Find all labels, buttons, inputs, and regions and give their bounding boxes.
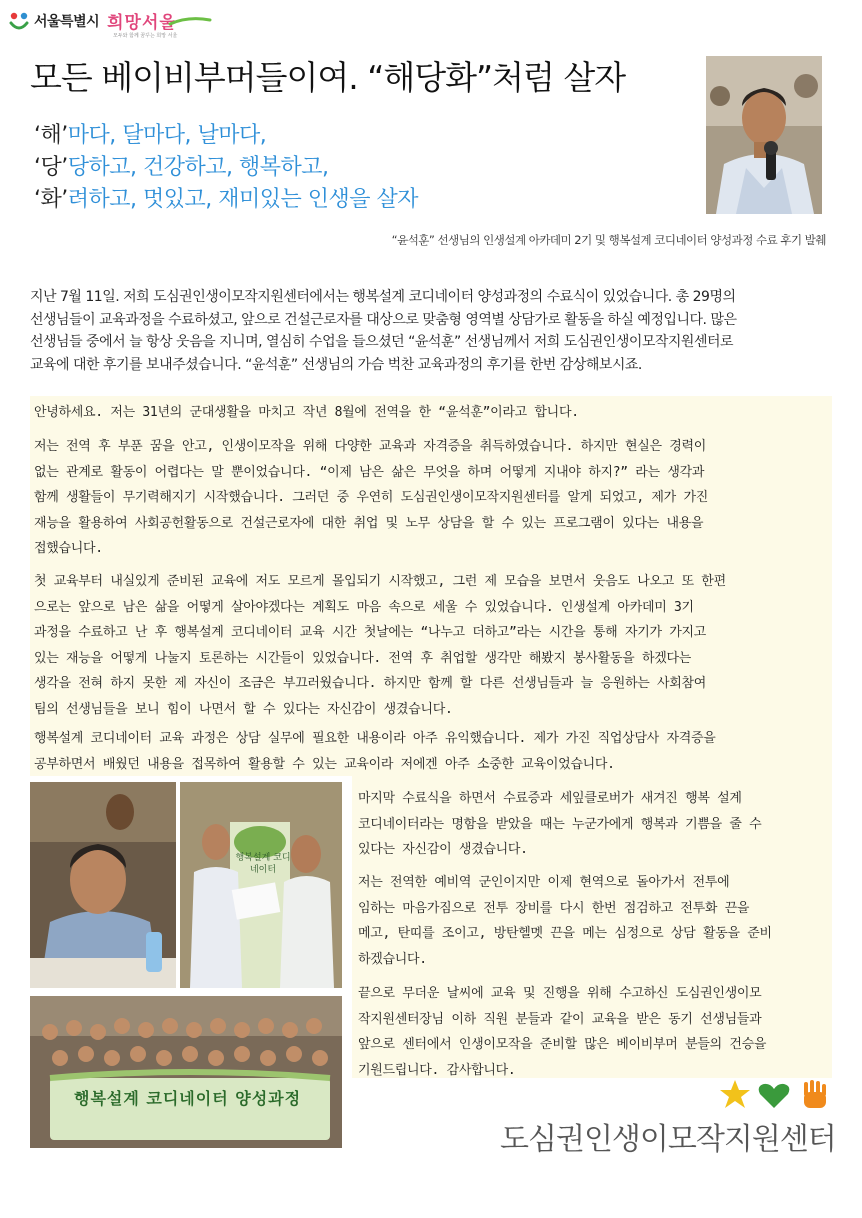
intro-paragraph (30, 286, 830, 376)
subtitle-line-2 (34, 150, 329, 181)
letter-line: 앞으로 센터에서 인생이모작을 준비할 많은 베이비부머 분들의 건승을 (358, 1037, 767, 1052)
seoul-symbol-icon (8, 10, 30, 32)
intro-line: 선생님들이 교육과정을 수료하셨고, 앞으로 건설근로자를 대상으로 맞춤형 영역별 상담가로 활동을 하실 예정입니다. 많은 (30, 311, 737, 328)
letter-line: 함께 생활들이 무기력해지기 시작했습니다. 그러던 중 우연히 도심권인생이모작지원센터를 알게 되었고, 제가 가진 (34, 490, 708, 505)
slogan-subtext: 모두와 함께 꿈꾸는 희망 서울 (113, 33, 178, 39)
swoosh-icon (168, 14, 212, 28)
star-icon (720, 1080, 750, 1108)
letter-line: 코디네이터라는 명함을 받았을 때는 누군가에게 행복과 기쁨을 줄 수 (358, 816, 762, 832)
center-name-logo: 도심권인생이모작지원센터 (500, 1122, 836, 1157)
subtitle-text: 마다, 달마다, 날마다, (67, 123, 267, 148)
subtitle-key: ‘해’ (34, 123, 68, 148)
letter-line: 생각을 전혀 하지 못한 제 자신이 조금은 부끄러웠습니다. 하지만 함께 할 다른 선생님들과 늘 응원하는 사회참여 (34, 676, 707, 691)
letter-paragraph-3 (34, 569, 828, 722)
letter-paragraph-6 (358, 870, 828, 972)
letter-line: 임하는 마음가짐으로 전투 장비를 다시 한번 점검하고 전투화 끈을 (358, 900, 750, 916)
intro-line: 지난 7월 11일. 저희 도심권인생이모작지원센터에서는 행복설계 코디네이터 양성과정의 수료식이 있었습니다. 총 29명의 (30, 289, 736, 305)
intro-line: 교육에 대한 후기를 보내주셨습니다. “윤석훈” 선생님의 가슴 벅찬 교육과정의 후기를 한번 감상해보시죠. (30, 356, 642, 373)
letter-line: 없는 관계로 활동이 어렵다는 말 뿐이었습니다. “이제 남은 삶은 무엇을 하며 어떻게 지내야 하지?” 라는 생각과 (34, 464, 705, 480)
letter-paragraph-2 (34, 434, 828, 562)
subtitle-key: ‘화’ (34, 187, 68, 212)
letter-line: 공부하면서 배웠던 내용을 접목하여 활용할 수 있는 교육이라 저에겐 아주 소중한 교육이었습니다. (34, 756, 615, 772)
letter-line: 으로는 앞으로 남은 삶을 어떻게 살아야겠다는 계획도 마음 속으로 세울 수 있었습니다. 인생설계 아카데미 3기 (34, 599, 694, 615)
letter-line: 안녕하세요. 저는 31년의 군대생활을 마치고 작년 8월에 전역을 한 “윤석훈”이라고 합니다. (34, 405, 579, 420)
letter-line: 끝으로 무더운 날씨에 교육 및 진행을 위해 수고하신 도심권인생이모 (358, 986, 762, 1001)
subtitle-key: ‘당’ (34, 155, 68, 180)
letter-line: 기원드립니다. 감사합니다. (358, 1062, 516, 1078)
ceremony-photo (180, 782, 342, 988)
heart-icon (759, 1084, 790, 1108)
group-banner-title: 행복설계 코디네이터 양성과정 (74, 1089, 302, 1108)
page-title: 모든 베이비부머들이여. “해당화”처럼 살자 (30, 58, 626, 97)
letter-paragraph-1 (34, 400, 824, 426)
letter-line: 작지원센터장님 이하 직원 분들과 같이 교육을 받은 동기 선생님들과 (358, 1011, 762, 1027)
seoul-city-name: 서울특별시 (34, 13, 100, 30)
subtitle-line-3 (34, 182, 418, 213)
subtitle-line-1 (34, 118, 266, 149)
letter-line: 과정을 수료하고 난 후 행복설계 코디네이터 교육 시간 첫날에는 “나누고 더하고”라는 시간을 통해 자기가 가지고 (34, 625, 707, 640)
letter-line: 첫 교육부터 내실있게 준비된 교육에 저도 모르게 몰입되기 시작했고, 그런 제 모습을 보면서 웃음도 나오고 또 한편 (34, 574, 726, 589)
subtitle-text: 당하고, 건강하고, 행복하고, (67, 155, 329, 180)
letter-line: 저는 전역 후 부푼 꿈을 안고, 인생이모작을 위해 다양한 교육과 자격증을 취득하였습니다. 하지만 현실은 경력이 (34, 439, 707, 454)
stand-banner-text: 행복설계 코디네이터 (235, 853, 291, 875)
letter-line: 있다는 자신감이 생겼습니다. (358, 842, 528, 857)
intro-line: 선생님들 중에서 늘 항상 웃음을 지니며, 열심히 수업을 들으셨던 “윤석훈” 선생님께서 저희 도심권인생이모작지원센터로 (30, 334, 734, 350)
letter-paragraph-4 (34, 726, 828, 777)
letter-line: 하겠습니다. (358, 951, 427, 967)
letter-line: 접했습니다. (34, 541, 103, 556)
subtitle-text: 려하고, 멋있고, 재미있는 인생을 살자 (67, 187, 418, 212)
group-photo (30, 996, 342, 1148)
letter-line: 저는 전역한 예비역 군인이지만 이제 현역으로 돌아가서 전투에 (358, 875, 730, 890)
hand-icon (804, 1080, 826, 1108)
hope-seoul-slogan: 희망서울 (107, 13, 177, 33)
letter-line: 있는 재능을 어떻게 나눌지 토론하는 시간들이 있었습니다. 전역 후 취업할 생각만 해봤지 봉사활동을 하겠다는 (34, 650, 691, 666)
caption: “윤석훈” 선생님의 인생설계 아카데미 2기 및 행복설계 코디네이터 양성과정 수료 후기 발췌 (391, 233, 826, 247)
letter-line: 메고, 탄띠를 조이고, 방탄헬멧 끈을 메는 심정으로 상담 활동을 준비 (358, 926, 772, 941)
letter-paragraph-5 (358, 786, 828, 863)
speaker-portrait-photo (706, 56, 822, 214)
center-logo-icons (718, 1078, 834, 1112)
seoul-logo (8, 8, 178, 39)
letter-line: 재능을 활용하여 사회공헌활동으로 건설근로자에 대한 취업 및 노무 상담을 할 수 있는 프로그램이 있다는 내용을 (34, 515, 704, 531)
letter-line: 팀의 선생님들을 보니 힘이 나면서 할 수 있다는 자신감이 생겼습니다. (34, 701, 453, 717)
letter-paragraph-7 (358, 981, 828, 1083)
letter-line: 마지막 수료식을 하면서 수료증과 세잎클로버가 새겨진 행복 설계 (358, 791, 742, 806)
letter-line: 행복설계 코디네이터 교육 과정은 상담 실무에 필요한 내용이라 아주 유익했습니다. 제가 가진 직업상담사 자격증을 (34, 731, 716, 746)
classroom-photo (30, 782, 176, 988)
